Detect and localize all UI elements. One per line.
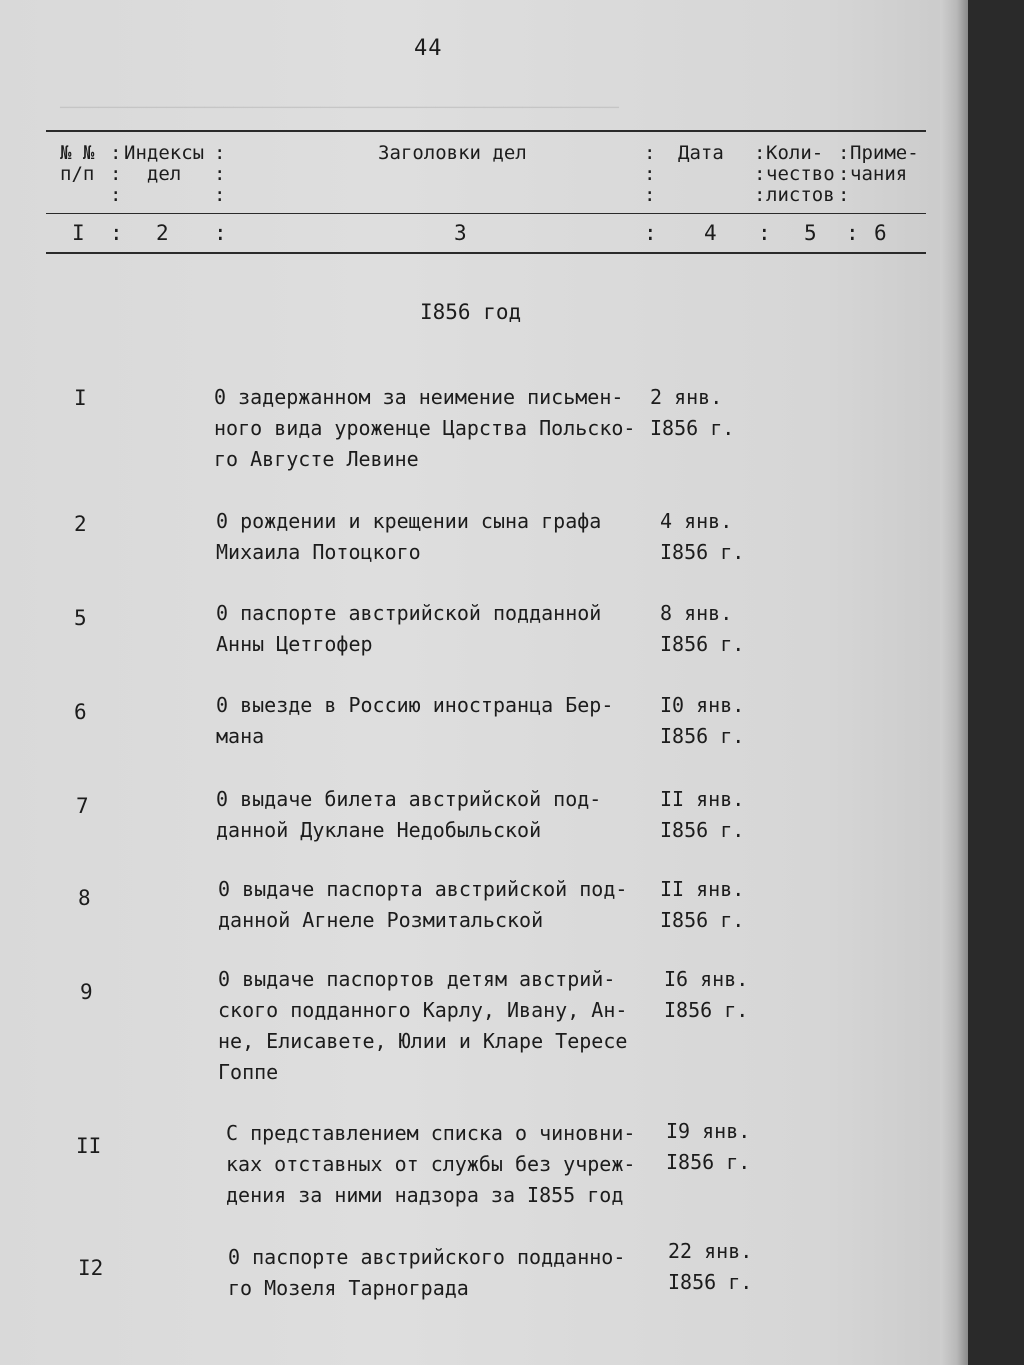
entry-number: 9 — [80, 980, 93, 1004]
entry-title: 0 задержанном за неимение письмен- ного вида уроженце Царства Польско- го Августе Левине — [214, 385, 636, 471]
page-number: 44 — [414, 36, 443, 61]
header-middle-rule — [46, 213, 926, 214]
entry-title: 0 выдаче паспортов детям австрий- ского подданного Карлу, Ивану, Ан- не, Елисавете, Юлии и Кларе Тересе Гоппе — [218, 967, 628, 1084]
header-separator: : : : — [214, 142, 226, 206]
header-sheet-count: Коли- чество листов — [766, 142, 835, 206]
entry-date: I6 янв. I856 г. — [664, 967, 749, 1022]
column-number-1: I — [72, 221, 85, 245]
entry-number: I — [74, 386, 87, 410]
header-number: № № п/п — [60, 142, 95, 185]
entry-date: 2 янв. I856 г. — [650, 385, 735, 440]
entry-title: 0 выезде в Россию иностранца Бер- мана — [216, 693, 614, 748]
entry-title: 0 выдаче билета австрийской под- данной Дуклане Недобыльской — [216, 787, 602, 842]
column-number-3: 3 — [454, 221, 467, 245]
entry-number: 2 — [74, 512, 87, 536]
column-number-separator: : — [758, 221, 771, 245]
column-number-2: 2 — [156, 221, 169, 245]
column-number-4: 4 — [704, 221, 717, 245]
entry-number: 5 — [74, 606, 87, 630]
entry-number: 6 — [74, 700, 87, 724]
header-separator: : : : — [838, 142, 850, 206]
entry-date: 4 янв. I856 г. — [660, 509, 745, 564]
entry-title: 0 выдаче паспорта австрийской под- данной Агнеле Розмитальской — [218, 877, 628, 932]
column-number-5: 5 — [804, 221, 817, 245]
year-heading: I856 год — [420, 300, 522, 324]
header-notes: Приме- чания — [850, 142, 919, 185]
column-number-separator: : — [214, 221, 227, 245]
header-bottom-rule — [46, 252, 926, 254]
entry-date: I0 янв. I856 г. — [660, 693, 745, 748]
entry-date: II янв. I856 г. — [660, 877, 745, 932]
entry-title: 0 рождении и крещении сына графа Михаила Потоцкого — [216, 509, 602, 564]
header-separator: : : : — [644, 142, 656, 206]
entry-number: 7 — [76, 794, 89, 818]
entry-title: 0 паспорте австрийского подданно- го Мозеля Тарнограда — [228, 1245, 626, 1300]
header-separator: : : : — [754, 142, 766, 206]
header-separator: : : : — [110, 142, 122, 206]
header-top-rule — [46, 130, 926, 132]
entry-date: 8 янв. I856 г. — [660, 601, 745, 656]
column-number-separator: : — [644, 221, 657, 245]
column-number-6: 6 — [874, 221, 887, 245]
header-date: Дата — [678, 142, 724, 164]
header-titles: Заголовки дел — [378, 142, 527, 164]
entry-date: I9 янв. I856 г. — [666, 1119, 751, 1174]
entry-number: II — [76, 1134, 102, 1158]
entry-title: С представлением списка о чиновни- ках отставных от службы без учреж- дения за ними надзора за I855 год — [226, 1121, 636, 1207]
bleed-through-text: ────────────────────────────────────────────────────────── — [60, 98, 619, 117]
column-number-separator: : — [846, 221, 859, 245]
header-indices: Индексы дел — [124, 142, 205, 185]
entry-number: I2 — [78, 1256, 104, 1280]
entry-title: 0 паспорте австрийской подданной Анны Цетгофер — [216, 601, 602, 656]
entry-date: II янв. I856 г. — [660, 787, 745, 842]
column-number-separator: : — [110, 221, 123, 245]
entry-date: 22 янв. I856 г. — [668, 1239, 753, 1294]
entry-number: 8 — [78, 886, 91, 910]
page-edge — [940, 0, 968, 1365]
